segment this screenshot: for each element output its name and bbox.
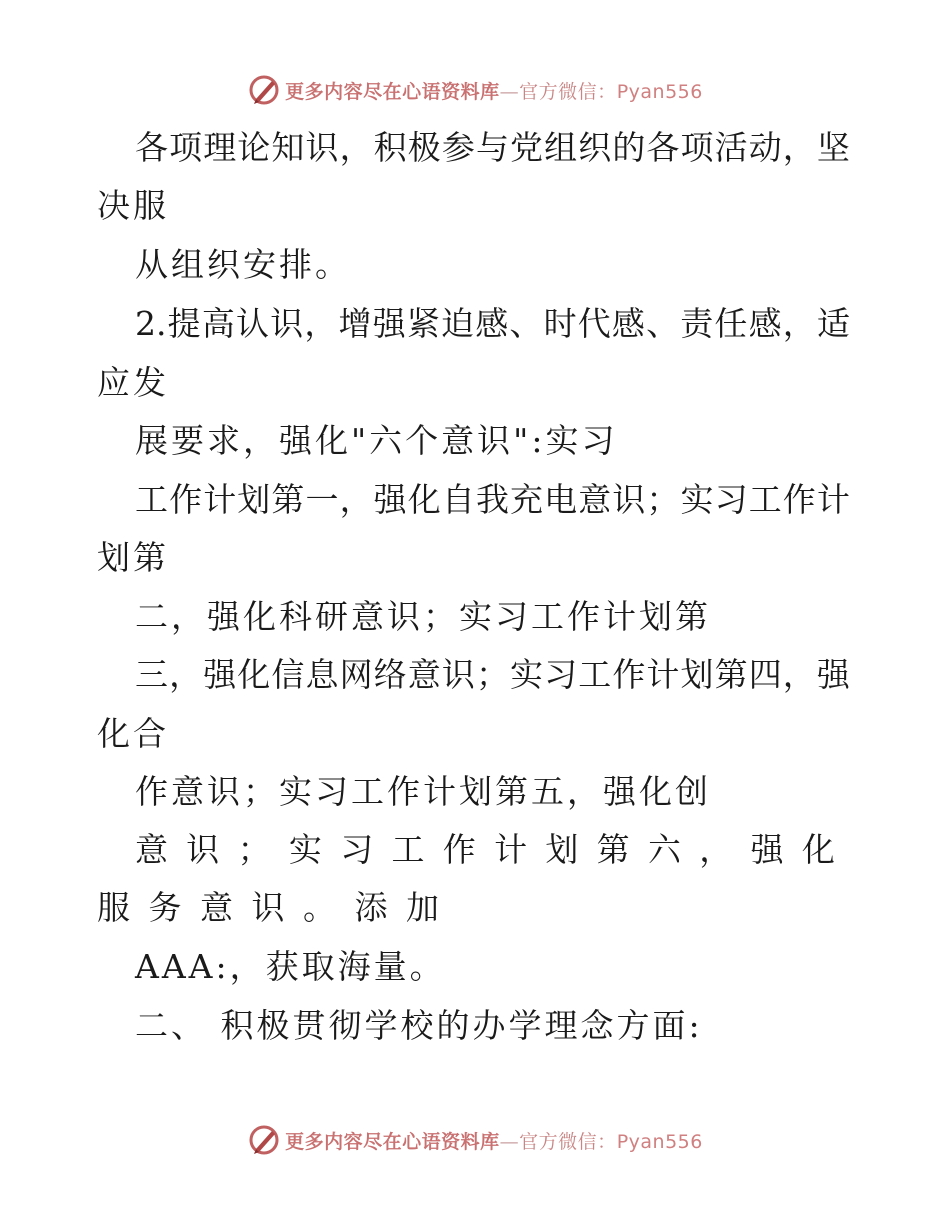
text-char: 时 <box>543 304 577 343</box>
text-char: 实 <box>680 480 714 519</box>
text-char: 代 <box>577 304 611 343</box>
text-char: ； <box>646 480 680 519</box>
text-char: 强 <box>372 304 406 343</box>
text-char: 、 <box>646 304 680 343</box>
text-char: 实 <box>288 830 322 869</box>
text-line: 化合 <box>97 714 169 753</box>
text-char: 识 <box>305 128 339 167</box>
text-char: 党 <box>510 128 544 167</box>
text-char: 意 <box>135 830 168 869</box>
text-char: 网 <box>339 655 373 694</box>
text-char: 工 <box>748 480 782 519</box>
text-char: 知 <box>271 128 305 167</box>
text-char: 识 <box>612 480 646 519</box>
text-char: 习 <box>544 655 578 694</box>
banner-text: 更多内容尽在心语资料库—官方微信：Pyan556 <box>285 1130 703 1153</box>
text-char: ； <box>237 830 271 869</box>
text-char: 高 <box>201 304 235 343</box>
text-char: 四 <box>748 655 782 694</box>
footer-banner <box>0 1120 950 1160</box>
banner-text: 更多内容尽在心语资料库—官方微信：Pyan556 <box>285 80 703 103</box>
pen-logo-icon <box>247 73 281 107</box>
text-char: 信 <box>271 655 305 694</box>
text-char: 服 <box>97 888 130 927</box>
text-char: 一 <box>305 480 339 519</box>
text-char: 积 <box>373 128 407 167</box>
text-char: 强 <box>750 830 784 869</box>
text-char: 计 <box>816 480 850 519</box>
text-char: 2. <box>135 304 167 343</box>
text-char: 化 <box>407 480 441 519</box>
text-char: 三 <box>135 655 168 694</box>
text-char: 识 <box>270 304 304 343</box>
text-char: 计 <box>203 480 237 519</box>
text-line: 作意识；实习工作计划第五，强化创 <box>135 772 711 811</box>
text-char: 充 <box>510 480 544 519</box>
text-char: 强 <box>816 655 850 694</box>
text-char: 添 <box>354 888 388 927</box>
text-char: 划 <box>680 655 714 694</box>
text-char: 意 <box>407 655 441 694</box>
text-char: 息 <box>305 655 339 694</box>
text-char: 划 <box>237 480 271 519</box>
text-char: 认 <box>236 304 270 343</box>
text-char: 计 <box>494 830 528 869</box>
text-char: 极 <box>407 128 441 167</box>
text-char: 理 <box>203 128 237 167</box>
text-char: 作 <box>782 480 816 519</box>
text-line-spread <box>97 888 439 928</box>
text-char: 识 <box>251 888 285 927</box>
text-char: 电 <box>544 480 578 519</box>
text-line: 从组织安排。 <box>135 245 351 284</box>
text-line <box>135 655 850 695</box>
text-char: 计 <box>646 655 680 694</box>
text-char: 迫 <box>441 304 475 343</box>
text-char: 参 <box>441 128 475 167</box>
text-char: ， <box>304 304 338 343</box>
text-char: ， <box>782 655 816 694</box>
text-char: 项 <box>680 128 714 167</box>
text-char: 提 <box>167 304 201 343</box>
text-char: 责 <box>680 304 714 343</box>
text-char: 化 <box>801 830 835 869</box>
text-char: ， <box>339 128 373 167</box>
text-char: 习 <box>340 830 374 869</box>
text-char: 作 <box>169 480 203 519</box>
text-char: 意 <box>578 480 612 519</box>
text-char: 与 <box>475 128 509 167</box>
text-char: 感 <box>475 304 509 343</box>
text-char: 工 <box>391 830 425 869</box>
text-char: ， <box>169 655 203 694</box>
pen-logo-icon <box>247 1123 281 1157</box>
text-char: 论 <box>237 128 271 167</box>
text-char: 作 <box>612 655 646 694</box>
text-line: 二、 积极贯彻学校的办学理念方面: <box>135 1006 703 1045</box>
text-line-spread <box>135 830 835 870</box>
text-char: 意 <box>200 888 233 927</box>
text-char: 六 <box>647 830 681 869</box>
text-char: 感 <box>748 304 782 343</box>
text-char: 识 <box>186 830 220 869</box>
text-char: ， <box>699 830 733 869</box>
text-char: 习 <box>714 480 748 519</box>
text-char: 织 <box>578 128 612 167</box>
text-char: 增 <box>338 304 372 343</box>
text-char: ， <box>339 480 373 519</box>
text-char: ， <box>782 128 816 167</box>
text-char: 化 <box>237 655 271 694</box>
text-char: 各 <box>646 128 680 167</box>
text-char: 的 <box>612 128 646 167</box>
text-char: ， <box>782 304 816 343</box>
text-char: 项 <box>169 128 203 167</box>
text-char: 适 <box>816 304 850 343</box>
text-char: 识 <box>441 655 475 694</box>
text-char: 、 <box>509 304 543 343</box>
text-char: 作 <box>442 830 476 869</box>
header-banner <box>0 70 950 110</box>
text-line <box>135 480 850 520</box>
text-char: 紧 <box>406 304 440 343</box>
text-line: 决服 <box>97 186 169 225</box>
text-char: 。 <box>303 888 336 927</box>
text-char: 划 <box>545 830 579 869</box>
text-line <box>135 128 850 168</box>
text-char: 强 <box>203 655 237 694</box>
text-line: 二，强化科研意识；实习工作计划第 <box>135 597 711 636</box>
text-char: 各 <box>135 128 168 167</box>
text-line: 应发 <box>97 363 169 402</box>
text-char: 实 <box>510 655 544 694</box>
text-char: 络 <box>373 655 407 694</box>
text-char: 任 <box>714 304 748 343</box>
text-char: 感 <box>611 304 645 343</box>
text-char: 强 <box>373 480 407 519</box>
text-char: 加 <box>406 888 439 927</box>
text-char: 活 <box>714 128 748 167</box>
text-char: 坚 <box>816 128 850 167</box>
text-char: 工 <box>135 480 168 519</box>
text-char: 第 <box>714 655 748 694</box>
text-line: 展要求，强化"六个意识":实习 <box>135 421 618 460</box>
text-char: 我 <box>475 480 509 519</box>
text-char: 工 <box>578 655 612 694</box>
text-line: AAA:，获取海量。 <box>135 947 446 986</box>
text-char: 组 <box>544 128 578 167</box>
text-char: 务 <box>148 888 182 927</box>
text-char: ； <box>475 655 509 694</box>
text-char: 自 <box>441 480 475 519</box>
text-char: 第 <box>271 480 305 519</box>
text-line: 划第 <box>97 538 169 577</box>
text-line <box>135 304 850 344</box>
text-char: 动 <box>748 128 782 167</box>
text-char: 第 <box>596 830 630 869</box>
